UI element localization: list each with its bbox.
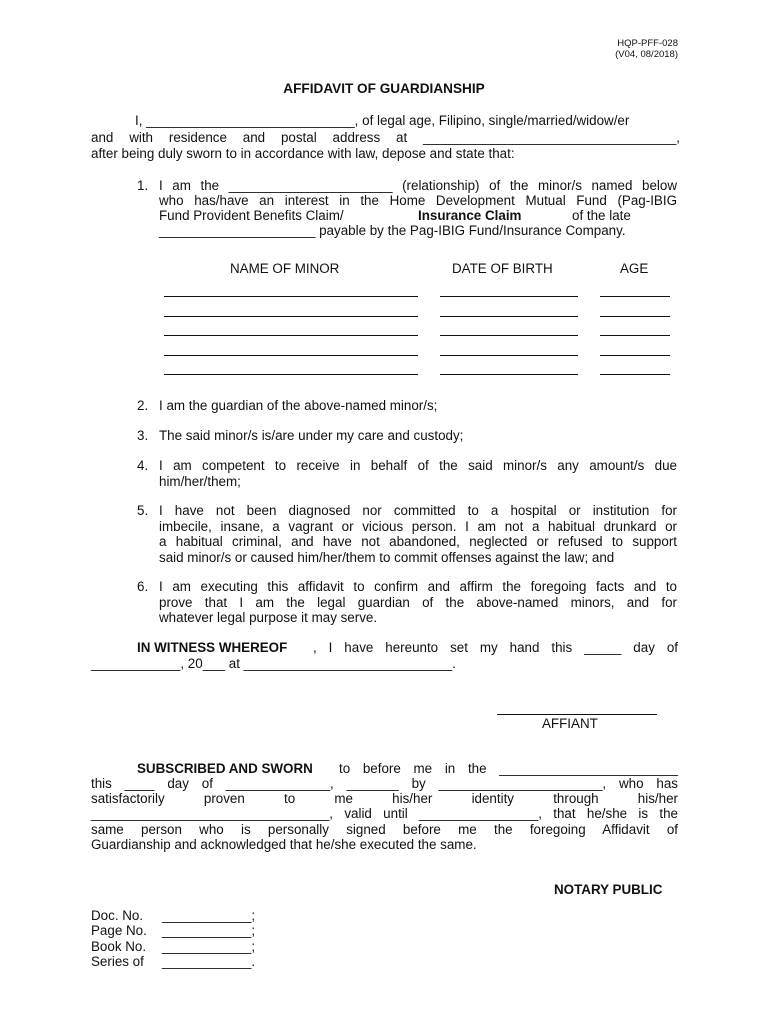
minor-dob-blank	[440, 374, 578, 375]
notarial-value: ____________;	[162, 908, 256, 923]
notary-public-label: NOTARY PUBLIC	[554, 882, 663, 897]
witness-line-2: ____________, 20___ at ____________________________.	[91, 656, 456, 671]
item-text-line: whatever legal purpose it may serve.	[159, 610, 378, 625]
subscribed-line-2: this ____ day of ______________, _______ by ______________________, who has	[91, 776, 678, 791]
witness-line-1: , I have hereunto set my hand this _____ day of	[313, 640, 678, 655]
form-number: HQP-PFF-028	[617, 38, 678, 49]
minor-age-blank	[600, 374, 670, 375]
subscribed-bold: SUBSCRIBED AND SWORN	[137, 761, 313, 776]
subscribed-line-4: ________________________________, valid until ________________, that he/she is the	[91, 806, 678, 821]
notarial-label: Page No.	[91, 923, 147, 939]
item-text-line: said minor/s or caused him/her/them to commit offenses against the law; and	[159, 549, 615, 565]
item1-line-3a: Fund Provident Benefits Claim/	[159, 208, 344, 223]
item-text-line: I am executing this affidavit to confirm and affirm the foregoing facts and to	[159, 579, 677, 594]
item-text-line: a habitual criminal, and have not abandoned, neglected or refused to support	[159, 534, 677, 549]
minor-age-blank	[600, 296, 670, 297]
notarial-label: Book No.	[91, 938, 147, 954]
item-text-line: I am competent to receive in behalf of the said minor/s any amount/s due	[159, 458, 677, 473]
notarial-label: Series of	[91, 953, 144, 969]
notarial-label: Doc. No.	[91, 908, 144, 923]
item-number: 3.	[137, 428, 149, 443]
minor-name-blank	[164, 374, 418, 375]
subscribed-line-1: to before me in the ________________________	[339, 761, 678, 776]
header-name-of-minor: NAME OF MINOR	[230, 261, 340, 276]
minor-age-blank	[600, 355, 670, 356]
minor-name-blank	[164, 296, 418, 297]
subscribed-line-6: Guardianship and acknowledged that he/she executed the same.	[91, 837, 477, 852]
header-date-of-birth: DATE OF BIRTH	[452, 261, 553, 276]
notarial-value: ____________;	[162, 923, 256, 939]
item-text-line: him/her/them;	[159, 473, 241, 489]
notarial-value: ____________.	[162, 953, 256, 969]
minor-age-blank	[600, 316, 670, 317]
item-number: 4.	[137, 458, 149, 473]
affiant-label: AFFIANT	[542, 716, 598, 731]
intro-line-2: and with residence and postal address at __________________________________,	[91, 130, 680, 145]
item1-line-1: I am the ______________________ (relationship) of the minor/s named below	[159, 178, 677, 193]
intro-line-1: I, ____________________________, of legal age, Filipino, single/married/widow/er	[135, 113, 630, 128]
item1-line-3c: of the late	[572, 208, 631, 223]
minor-dob-blank	[440, 296, 578, 297]
subscribed-line-3: satisfactorily proven to me his/her identity through his/her	[91, 791, 678, 806]
item1-line-3b: Insurance Claim	[418, 208, 522, 223]
minor-name-blank	[164, 355, 418, 356]
minor-dob-blank	[440, 316, 578, 317]
item1-line-4: _____________________ payable by the Pag-IBIG Fund/Insurance Company.	[159, 223, 626, 238]
item-text-line: prove that I am the legal guardian of the above-named minors, and for	[159, 594, 677, 610]
affiant-signature-line	[497, 714, 657, 715]
item-text-line: The said minor/s is/are under my care and custody;	[159, 428, 464, 443]
minor-age-blank	[600, 335, 670, 336]
witness-bold: IN WITNESS WHEREOF	[137, 640, 288, 655]
notarial-value: ____________;	[162, 938, 256, 954]
document-code	[615, 38, 678, 60]
item-text-line: imbecile, insane, a vagrant or vicious person. I am not a habitual drunkard or	[159, 518, 677, 534]
item-number: 6.	[137, 579, 149, 594]
item-number: 1.	[137, 178, 149, 193]
minor-name-blank	[164, 316, 418, 317]
subscribed-line-5: same person who is personally signed before me the foregoing Affidavit of	[91, 822, 678, 837]
item-text-line: I have not been diagnosed nor committed to a hospital or institution for	[159, 503, 677, 518]
minor-dob-blank	[440, 335, 578, 336]
document-title: AFFIDAVIT OF GUARDIANSHIP	[283, 81, 485, 96]
item-number: 5.	[137, 503, 149, 518]
header-age: AGE	[620, 261, 649, 276]
minor-dob-blank	[440, 355, 578, 356]
item-text-line: I am the guardian of the above-named minor/s;	[159, 398, 438, 413]
minor-name-blank	[164, 335, 418, 336]
item1-line-2: who has/have an interest in the Home Development Mutual Fund (Pag-IBIG	[159, 193, 677, 208]
item-number: 2.	[137, 398, 149, 413]
intro-line-3: after being duly sworn to in accordance with law, depose and state that:	[91, 146, 515, 161]
form-version: (V04, 08/2018)	[615, 49, 678, 60]
